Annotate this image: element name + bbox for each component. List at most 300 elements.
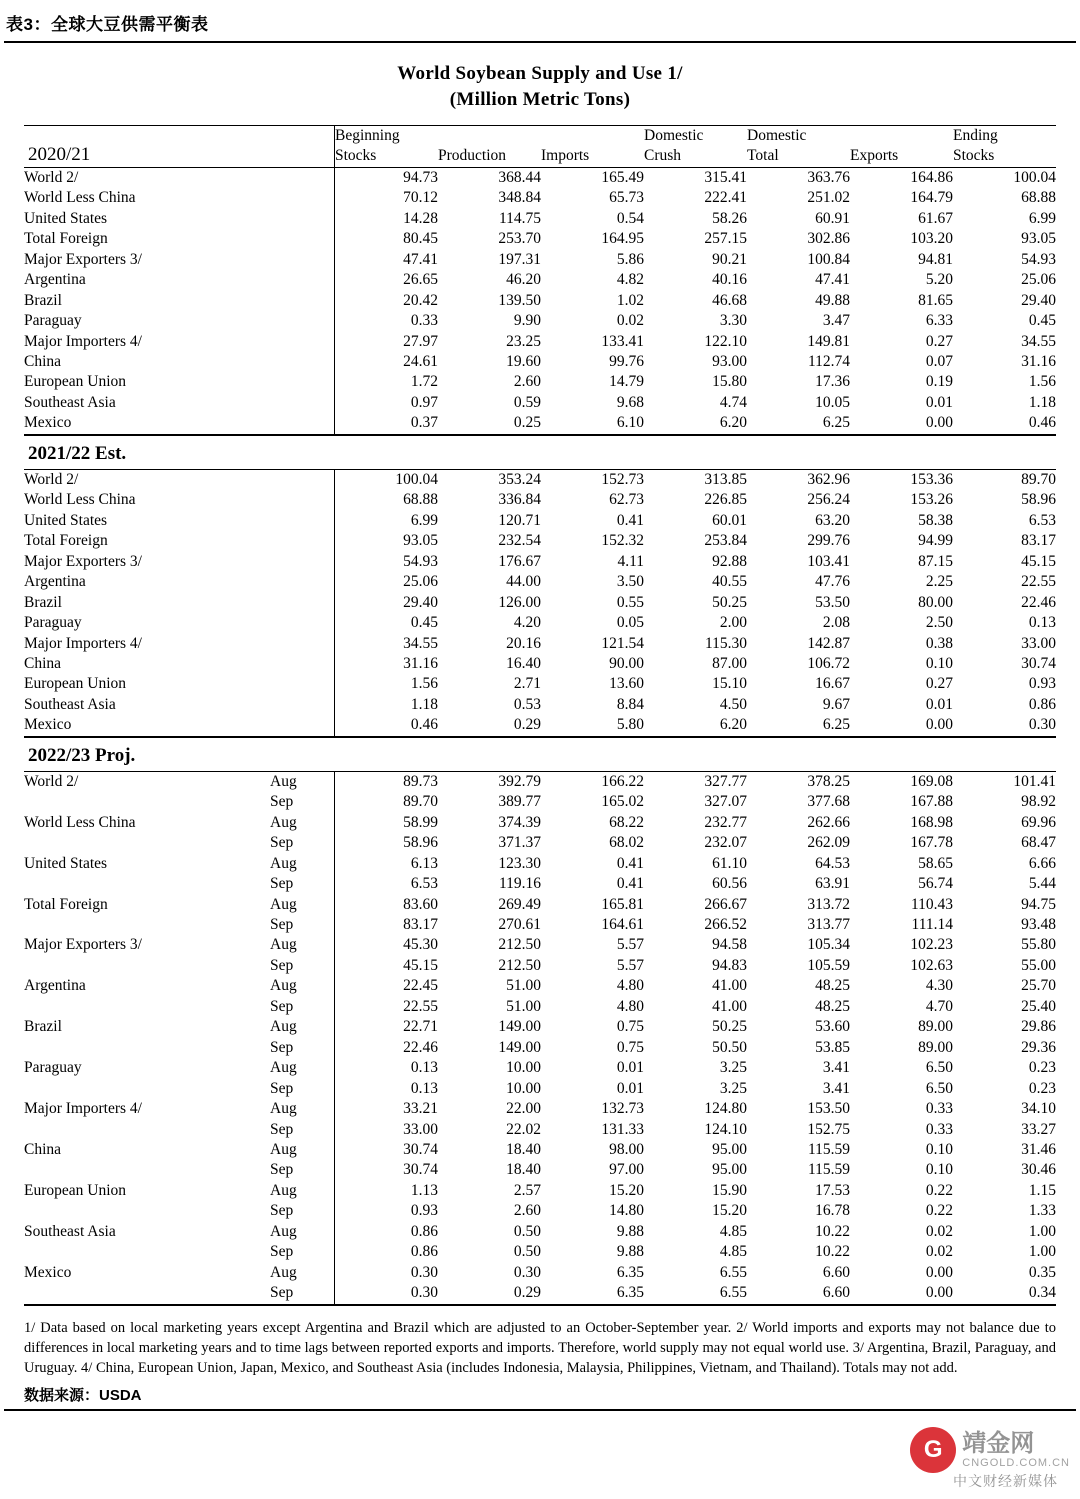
row-label: Paraguay [24,614,82,632]
section-header-row [24,738,1056,772]
cell-value-2: 139.50 [498,291,541,309]
row-label [24,1283,270,1304]
cell-value-1: 100.04 [395,470,438,488]
row-month [270,372,335,392]
cell-value-5: 17.53 [815,1181,850,1199]
cell-value-3: 152.73 [601,470,644,488]
cell-value-1: 0.13 [410,1079,438,1097]
cell-value-5: 48.25 [815,997,850,1015]
table-row [24,1038,1056,1058]
table-row [24,552,1056,572]
cell-value-5: 363.76 [807,168,850,186]
cell-value-5: 313.72 [807,895,850,913]
cell-value-4: 3.25 [719,1059,747,1077]
cell-value-2: 269.49 [498,895,541,913]
row-label: Southeast Asia [24,695,116,713]
cell-value-4: 115.30 [704,634,747,652]
cell-value-6: 94.81 [918,250,953,268]
cell-value-3: 98.00 [609,1141,644,1158]
cell-value-7: 30.74 [1021,654,1056,672]
table-row [24,413,1056,434]
row-month [270,531,335,551]
cell-value-1: 1.56 [410,675,438,693]
watermark-logo [770,1413,1070,1487]
cell-value-1: 0.30 [410,1263,438,1281]
row-label: China [24,654,62,672]
row-month: Sep [270,792,335,812]
cell-value-1: 14.28 [403,209,438,227]
row-label: Total Foreign [24,895,108,913]
cell-value-3: 5.57 [616,936,644,954]
table-row [24,874,1056,894]
cell-value-6: 61.67 [918,209,953,227]
cell-value-2: 22.00 [506,1100,541,1118]
table-row [24,372,1056,392]
cell-value-1: 70.12 [403,189,438,207]
cell-value-6: 167.78 [910,834,953,852]
column-header-4: Domestic Crush [644,127,704,165]
table-row [24,490,1056,510]
cell-value-1: 45.30 [403,936,438,954]
row-month: Aug [270,772,335,792]
cell-value-5: 10.05 [815,393,850,411]
cell-value-6: 0.00 [925,716,953,734]
cell-value-2: 2.60 [513,1202,541,1220]
table-row [24,470,1056,490]
cell-value-4: 266.67 [704,895,747,913]
watermark-subtitle: 中文财经新媒体 [953,1473,1058,1489]
row-month: Sep [270,956,335,976]
row-label: Major Importers 4/ [24,634,142,652]
cell-value-4: 40.16 [712,271,747,289]
cell-value-7: 0.30 [1028,716,1056,734]
cell-value-2: 0.29 [513,1284,541,1302]
cell-value-1: 20.42 [403,291,438,309]
cell-value-1: 1.72 [410,373,438,391]
row-month [270,695,335,715]
cell-value-1: 83.60 [403,895,438,913]
cell-value-4: 315.41 [704,168,747,186]
cell-value-6: 0.22 [925,1202,953,1220]
cell-value-2: 44.00 [506,573,541,591]
row-month: Aug [270,1058,335,1078]
cell-value-2: 2.71 [513,675,541,693]
table-row [24,634,1056,654]
cell-value-4: 232.07 [704,834,747,852]
table-title-line2: (Million Metric Tons) [449,89,631,110]
rule-cell [24,1305,1056,1306]
cell-value-5: 2.08 [822,614,850,632]
cell-value-3: 6.35 [616,1263,644,1281]
cell-value-1: 0.86 [410,1222,438,1240]
caption-divider [4,41,1076,43]
cell-value-5: 105.59 [807,956,850,974]
cell-value-2: 119.16 [498,875,541,893]
cell-value-1: 22.55 [403,997,438,1015]
cell-value-5: 262.66 [807,813,850,831]
cell-value-7: 22.55 [1021,573,1056,591]
bottom-divider [4,1409,1076,1411]
cell-value-2: 18.40 [506,1161,541,1179]
cell-value-7: 83.17 [1021,532,1056,550]
cell-value-4: 232.77 [704,813,747,831]
cell-value-5: 313.77 [807,916,850,934]
cell-value-1: 1.13 [410,1181,438,1199]
cell-value-5: 103.41 [807,552,850,570]
row-month [270,250,335,270]
cell-value-6: 102.63 [910,956,953,974]
cell-value-7: 25.40 [1021,997,1056,1015]
cell-value-6: 110.43 [910,895,953,913]
row-label: Total Foreign [24,532,108,550]
cell-value-7: 34.55 [1021,332,1056,350]
cell-value-7: 25.70 [1021,977,1056,995]
page-title: 表3：全球大豆供需平衡表 [6,15,209,34]
cell-value-1: 0.30 [410,1284,438,1302]
cell-value-3: 1.02 [616,291,644,309]
row-label: United States [24,511,108,529]
cell-value-3: 13.60 [609,675,644,693]
table-row [24,1242,1056,1262]
column-header-3: Imports [541,147,590,165]
table-row [24,1058,1056,1078]
cell-value-1: 0.86 [410,1243,438,1261]
cell-value-7: 89.70 [1021,470,1056,488]
watermark-name: 靖金网 [962,1429,1035,1457]
cell-value-1: 27.97 [403,332,438,350]
row-label: Mexico [24,1263,72,1281]
cell-value-2: 0.25 [513,414,541,432]
cell-value-4: 122.10 [704,332,747,350]
cell-value-7: 1.56 [1028,373,1056,391]
cell-value-6: 0.00 [925,1284,953,1302]
cell-value-6: 0.02 [925,1243,953,1261]
cell-value-7: 68.88 [1021,189,1056,207]
section-year-label: 2021/22 Est. [28,442,127,464]
cell-value-2: 0.30 [513,1263,541,1281]
cell-value-5: 153.50 [807,1100,850,1118]
row-label: Southeast Asia [24,1222,116,1240]
cell-value-6: 6.50 [925,1059,953,1077]
row-month [270,634,335,654]
cell-value-6: 153.36 [910,470,953,488]
cell-value-6: 89.00 [918,1018,953,1036]
column-header-7: Ending Stocks [953,127,998,165]
cell-value-7: 0.34 [1028,1284,1056,1302]
supply-and-use-table [24,125,1056,1306]
table-row [24,332,1056,352]
cell-value-5: 100.84 [807,250,850,268]
cell-value-5: 63.20 [815,511,850,529]
cell-value-3: 99.76 [609,352,644,370]
cell-value-2: 253.70 [498,230,541,248]
cell-value-1: 25.06 [403,573,438,591]
row-month: Sep [270,1120,335,1140]
cell-value-5: 6.60 [822,1263,850,1281]
cell-value-5: 105.34 [807,936,850,954]
cell-value-7: 101.41 [1013,772,1056,790]
cell-value-3: 0.75 [616,1038,644,1056]
cell-value-5: 53.60 [815,1018,850,1036]
row-label: Major Exporters 3/ [24,936,142,954]
row-label: Brazil [24,1018,62,1036]
table-row [24,250,1056,270]
row-label: European Union [24,373,127,391]
cell-value-3: 5.57 [616,956,644,974]
cell-value-6: 103.20 [910,230,953,248]
cell-value-2: 4.20 [513,614,541,632]
cell-value-3: 165.49 [601,168,644,186]
table-row [24,792,1056,812]
row-month: Sep [270,1038,335,1058]
row-month: Aug [270,976,335,996]
table-row [24,997,1056,1017]
cell-value-5: 115.59 [807,1141,850,1158]
row-label: Argentina [24,573,86,591]
cell-value-4: 4.85 [719,1243,747,1261]
cell-value-2: 212.50 [498,956,541,974]
row-month: Aug [270,1263,335,1283]
cell-value-4: 93.00 [712,352,747,370]
cell-value-4: 253.84 [704,532,747,550]
cell-value-1: 33.00 [403,1120,438,1138]
cell-value-6: 94.99 [918,532,953,550]
cell-value-4: 41.00 [712,997,747,1015]
row-month: Sep [270,997,335,1017]
cell-value-2: 149.00 [498,1038,541,1056]
row-month: Aug [270,1017,335,1037]
row-label: Mexico [24,716,72,734]
cell-value-7: 55.80 [1021,936,1056,954]
cell-value-3: 97.00 [609,1161,644,1179]
cell-value-1: 0.33 [410,312,438,330]
cell-value-3: 9.68 [616,393,644,411]
row-label: Paraguay [24,1059,82,1077]
cell-value-2: 348.84 [498,189,541,207]
cell-value-2: 371.37 [498,834,541,852]
cell-value-1: 0.93 [410,1202,438,1220]
cell-value-4: 257.15 [704,230,747,248]
cell-value-7: 69.96 [1021,813,1056,831]
row-month [270,229,335,249]
row-label [24,874,270,894]
cell-value-4: 4.85 [719,1222,747,1240]
cell-value-6: 0.00 [925,1263,953,1281]
row-label: United States [24,854,108,872]
row-month [270,413,335,434]
cell-value-7: 31.16 [1021,352,1056,370]
cell-value-3: 0.41 [616,511,644,529]
row-month: Aug [270,935,335,955]
cell-value-4: 6.55 [719,1284,747,1302]
cell-value-1: 0.46 [410,716,438,734]
cell-value-7: 58.96 [1021,491,1056,509]
cell-value-4: 60.01 [712,511,747,529]
row-month [270,470,335,490]
cell-value-4: 90.21 [712,250,747,268]
cell-value-3: 0.02 [616,312,644,330]
row-month [270,291,335,311]
row-label: Argentina [24,271,86,289]
cell-value-6: 2.50 [925,614,953,632]
cell-value-7: 68.47 [1021,834,1056,852]
cell-value-6: 0.33 [925,1120,953,1138]
cell-value-6: 0.01 [925,695,953,713]
cell-value-6: 0.27 [925,332,953,350]
cell-value-4: 266.52 [704,916,747,934]
row-label [24,833,270,853]
cell-value-5: 6.25 [822,414,850,432]
row-label: World 2/ [24,168,79,186]
cell-value-7: 33.00 [1021,634,1056,652]
cell-value-3: 0.75 [616,1018,644,1036]
row-label: World 2/ [24,772,79,790]
cell-value-3: 4.11 [617,552,644,570]
cell-value-6: 4.30 [925,977,953,995]
cell-value-4: 50.25 [712,1018,747,1036]
table-row [24,1201,1056,1221]
table-row [24,188,1056,208]
cell-value-1: 31.16 [403,654,438,672]
cell-value-3: 0.01 [616,1059,644,1077]
cell-value-1: 22.45 [403,977,438,995]
cell-value-4: 40.55 [712,573,747,591]
cell-value-3: 68.22 [609,813,644,831]
row-label: Major Exporters 3/ [24,250,142,268]
cell-value-4: 327.77 [704,772,747,790]
row-label [24,792,270,812]
watermark-url: CNGOLD.COM.CN [962,1457,1070,1470]
table-row [24,572,1056,592]
cell-value-4: 15.90 [712,1181,747,1199]
cell-value-5: 47.41 [815,271,850,289]
row-month: Sep [270,833,335,853]
cell-value-1: 89.73 [403,772,438,790]
row-label [24,915,270,935]
cell-value-7: 1.18 [1028,393,1056,411]
cell-value-2: 353.24 [498,470,541,488]
table-row [24,695,1056,715]
table-row [24,772,1056,792]
cell-value-4: 50.25 [712,593,747,611]
cell-value-1: 68.88 [403,491,438,509]
row-month [270,270,335,290]
cell-value-5: 53.50 [815,593,850,611]
row-label: Brazil [24,593,62,611]
cell-value-7: 6.66 [1028,854,1056,872]
table-rule [24,1305,1056,1306]
cell-value-7: 0.93 [1028,675,1056,693]
cell-value-3: 68.02 [609,834,644,852]
cell-value-4: 222.41 [704,189,747,207]
cell-value-3: 3.50 [616,573,644,591]
cell-value-6: 5.20 [925,271,953,289]
cell-value-7: 29.86 [1021,1018,1056,1036]
cell-value-1: 30.74 [403,1161,438,1179]
cell-value-7: 98.92 [1021,793,1056,811]
cell-value-3: 14.79 [609,373,644,391]
cell-value-3: 62.73 [609,491,644,509]
cell-value-4: 15.20 [712,1202,747,1220]
row-month: Aug [270,1181,335,1201]
cell-value-5: 6.25 [822,716,850,734]
cell-value-2: 389.77 [498,793,541,811]
row-month [270,393,335,413]
table-row [24,1120,1056,1140]
row-label [24,1079,270,1099]
cell-value-3: 0.41 [616,875,644,893]
cell-value-1: 89.70 [403,793,438,811]
row-label: Major Exporters 3/ [24,552,142,570]
table-row [24,674,1056,694]
row-month [270,490,335,510]
cell-value-4: 226.85 [704,491,747,509]
row-month [270,654,335,674]
cell-value-1: 24.61 [403,352,438,370]
row-month: Sep [270,1201,335,1221]
cell-value-7: 22.46 [1021,593,1056,611]
cell-value-2: 2.60 [513,373,541,391]
row-month [270,311,335,331]
cell-value-6: 0.38 [925,634,953,652]
row-label [24,1120,270,1140]
cell-value-7: 5.44 [1028,875,1056,893]
cell-value-1: 0.97 [410,393,438,411]
cell-value-3: 8.84 [616,695,644,713]
cell-value-1: 22.71 [403,1018,438,1036]
cell-value-2: 51.00 [506,977,541,995]
cell-value-5: 362.96 [807,470,850,488]
row-label: China [24,352,62,370]
cell-value-1: 6.53 [410,875,438,893]
row-month: Sep [270,1160,335,1180]
table-row [24,976,1056,996]
cell-value-6: 58.65 [918,854,953,872]
row-month: Aug [270,1222,335,1242]
cell-value-7: 31.46 [1021,1141,1056,1158]
source-note: 数据来源：USDA [24,1386,142,1404]
row-label: World Less China [24,813,136,831]
row-month [270,572,335,592]
cell-value-7: 0.35 [1028,1263,1056,1281]
row-month [270,613,335,633]
cell-value-5: 49.88 [815,291,850,309]
cell-value-6: 87.15 [918,552,953,570]
row-month: Sep [270,874,335,894]
cell-value-1: 26.65 [403,271,438,289]
cell-value-1: 6.13 [410,854,438,872]
cell-value-2: 149.00 [498,1018,541,1036]
cell-value-7: 29.36 [1021,1038,1056,1056]
table-title [0,63,1080,111]
row-month: Aug [270,813,335,833]
cell-value-4: 15.10 [712,675,747,693]
cell-value-7: 25.06 [1021,271,1056,289]
cell-value-4: 2.00 [719,614,747,632]
cell-value-5: 16.67 [815,675,850,693]
cell-value-3: 131.33 [601,1120,644,1138]
cell-value-7: 1.15 [1028,1181,1056,1199]
table-row [24,935,1056,955]
cell-value-1: 83.17 [403,916,438,934]
cell-value-4: 95.00 [712,1141,747,1158]
row-month: Aug [270,895,335,915]
cell-value-2: 20.16 [506,634,541,652]
row-label: European Union [24,1181,127,1199]
table-row [24,511,1056,531]
cell-value-4: 94.83 [712,956,747,974]
row-month [270,593,335,613]
